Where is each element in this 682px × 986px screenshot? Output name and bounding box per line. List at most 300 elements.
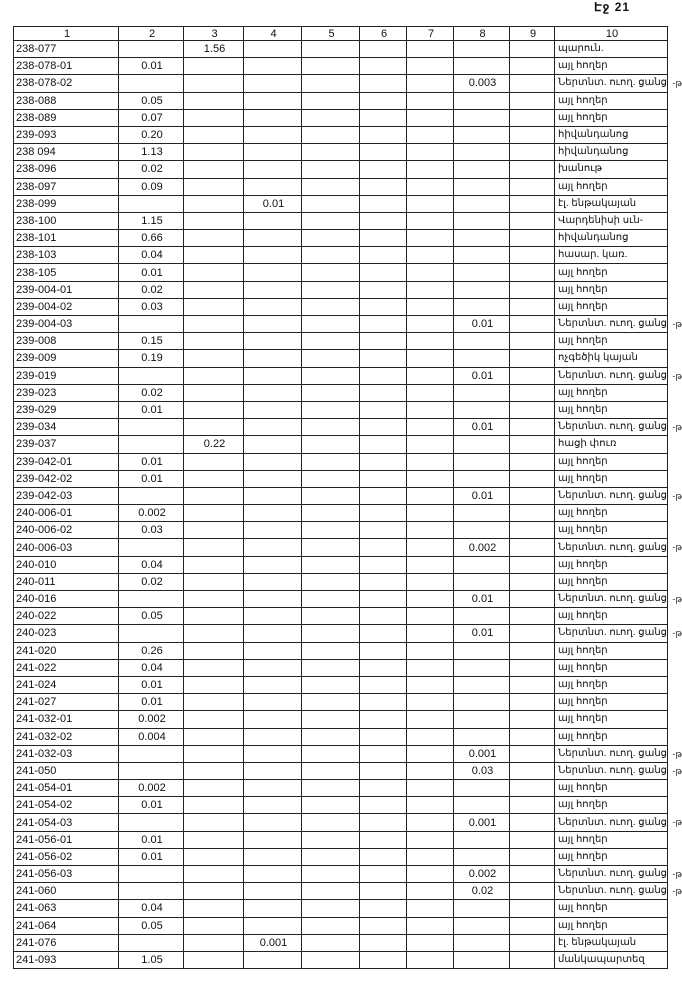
area-col-2	[119, 745, 184, 762]
area-col-6	[360, 676, 407, 693]
col-header: 2	[119, 27, 184, 41]
land-use-label: այլ հողեր	[558, 404, 608, 416]
area-col-6	[360, 367, 407, 384]
area-col-8	[454, 505, 510, 522]
table-row	[14, 264, 668, 281]
area-col-8: 0.01	[454, 316, 510, 333]
area-col-2	[119, 934, 184, 951]
land-use	[555, 642, 668, 659]
area-col-8	[454, 711, 510, 728]
area-col-3	[184, 951, 244, 968]
area-col-9	[510, 728, 555, 745]
area-col-2	[119, 814, 184, 831]
parcel-code: 241-027	[14, 694, 119, 711]
land-use-label: Ներտնտ. ուող. ցանց	[558, 593, 667, 605]
area-col-3	[184, 866, 244, 883]
area-col-2: 0.01	[119, 831, 184, 848]
area-col-3	[184, 419, 244, 436]
area-col-8	[454, 178, 510, 195]
margin-mark: -թ	[672, 490, 682, 501]
land-use	[555, 625, 682, 642]
area-col-3	[184, 212, 244, 229]
margin-mark: -թ	[672, 628, 682, 639]
area-col-6	[360, 298, 407, 315]
parcel-code: 239-042-03	[14, 487, 119, 504]
area-col-2: 0.01	[119, 797, 184, 814]
area-col-4	[244, 109, 302, 126]
area-col-8	[454, 797, 510, 814]
table-row	[14, 41, 668, 58]
area-col-9	[510, 144, 555, 161]
page-number: Էջ 21	[594, 0, 631, 14]
area-col-7	[407, 694, 454, 711]
area-col-9	[510, 333, 555, 350]
parcel-code: 241-060	[14, 883, 119, 900]
land-use	[555, 659, 668, 676]
area-col-6	[360, 591, 407, 608]
parcel-code: 239-004-03	[14, 316, 119, 333]
area-col-4	[244, 505, 302, 522]
area-col-7	[407, 401, 454, 418]
area-col-9	[510, 814, 555, 831]
area-col-5	[302, 676, 360, 693]
table-row	[14, 797, 668, 814]
land-use-label: Ներտնտ. ուող. ցանց	[558, 541, 667, 553]
area-col-5	[302, 144, 360, 161]
parcel-code: 238-077	[14, 41, 119, 58]
area-col-9	[510, 608, 555, 625]
area-col-3	[184, 934, 244, 951]
area-col-2: 0.02	[119, 161, 184, 178]
area-col-7	[407, 522, 454, 539]
area-col-9	[510, 848, 555, 865]
land-use	[555, 247, 668, 264]
area-col-6	[360, 144, 407, 161]
table-row	[14, 281, 668, 298]
area-col-6	[360, 556, 407, 573]
land-use	[555, 281, 668, 298]
parcel-code: 239-009	[14, 350, 119, 367]
parcel-code: 241-054-01	[14, 780, 119, 797]
area-col-3	[184, 762, 244, 779]
land-use-label: Ներտնտ. ուող. ցանց	[558, 627, 667, 639]
table-row	[14, 230, 668, 247]
area-col-9	[510, 831, 555, 848]
area-col-7	[407, 762, 454, 779]
area-col-2	[119, 195, 184, 212]
area-col-2	[119, 41, 184, 58]
area-col-5	[302, 814, 360, 831]
land-use-label: Ներտնտ. ուող. ցանց	[558, 816, 667, 828]
table-row	[14, 316, 668, 333]
land-use-label: այլ հողեր	[558, 300, 608, 312]
area-col-2: 0.002	[119, 711, 184, 728]
area-col-4	[244, 642, 302, 659]
area-col-9	[510, 178, 555, 195]
area-col-2	[119, 436, 184, 453]
land-use-label: այլ հողեր	[558, 782, 608, 794]
area-col-9	[510, 487, 555, 504]
area-col-8: 0.01	[454, 591, 510, 608]
area-col-2: 0.04	[119, 659, 184, 676]
parcel-code: 241-032-01	[14, 711, 119, 728]
land-use	[555, 92, 668, 109]
area-col-4	[244, 831, 302, 848]
area-col-3	[184, 797, 244, 814]
area-col-5	[302, 711, 360, 728]
area-col-4	[244, 419, 302, 436]
area-col-5	[302, 161, 360, 178]
area-col-5	[302, 212, 360, 229]
area-col-9	[510, 247, 555, 264]
land-use	[555, 831, 668, 848]
table-row	[14, 161, 668, 178]
area-col-9	[510, 281, 555, 298]
area-col-5	[302, 178, 360, 195]
area-col-7	[407, 212, 454, 229]
area-col-9	[510, 436, 555, 453]
area-col-5	[302, 762, 360, 779]
area-col-5	[302, 419, 360, 436]
land-use	[555, 264, 668, 281]
table-row	[14, 917, 668, 934]
area-col-4	[244, 384, 302, 401]
area-col-8	[454, 917, 510, 934]
table-row	[14, 212, 668, 229]
area-col-8: 0.01	[454, 419, 510, 436]
area-col-2: 0.05	[119, 608, 184, 625]
land-use	[555, 419, 682, 436]
area-col-9	[510, 780, 555, 797]
table-row	[14, 711, 668, 728]
table-row	[14, 247, 668, 264]
land-use	[555, 780, 668, 797]
margin-mark: -թ	[672, 869, 682, 879]
land-use-label: Ներտնտ. ուող. ցանց	[558, 764, 667, 776]
area-col-3	[184, 573, 244, 590]
area-col-2: 0.05	[119, 92, 184, 109]
area-col-5	[302, 745, 360, 762]
area-col-5	[302, 470, 360, 487]
land-use	[555, 522, 668, 539]
area-col-4	[244, 556, 302, 573]
land-use	[555, 797, 668, 814]
land-use-label: այլ հողեր	[558, 902, 608, 914]
land-use	[555, 401, 668, 418]
area-col-5	[302, 573, 360, 590]
area-col-3	[184, 195, 244, 212]
area-col-3	[184, 178, 244, 195]
area-col-6	[360, 745, 407, 762]
margin-mark: -թ	[672, 817, 682, 828]
area-col-6	[360, 711, 407, 728]
land-use-label: այլ հողեր	[558, 455, 608, 467]
area-col-3	[184, 745, 244, 762]
area-col-6	[360, 814, 407, 831]
area-col-3	[184, 711, 244, 728]
area-col-8	[454, 453, 510, 470]
parcel-code: 241-054-03	[14, 814, 119, 831]
area-col-7	[407, 58, 454, 75]
table-row	[14, 951, 668, 968]
area-col-4	[244, 728, 302, 745]
land-use	[555, 539, 682, 556]
area-col-8	[454, 333, 510, 350]
parcel-code: 238-100	[14, 212, 119, 229]
land-use	[555, 298, 668, 315]
table-row	[14, 900, 668, 917]
area-col-5	[302, 195, 360, 212]
area-col-2: 0.01	[119, 401, 184, 418]
area-col-8	[454, 92, 510, 109]
area-col-3	[184, 264, 244, 281]
land-use-label: այլ հողեր	[558, 180, 608, 192]
area-col-7	[407, 591, 454, 608]
area-col-4	[244, 797, 302, 814]
area-col-2: 0.02	[119, 384, 184, 401]
area-col-6	[360, 92, 407, 109]
area-col-4	[244, 75, 302, 92]
area-col-3	[184, 883, 244, 900]
parcel-code: 238-101	[14, 230, 119, 247]
area-col-7	[407, 883, 454, 900]
area-col-8	[454, 212, 510, 229]
area-col-8: 0.02	[454, 883, 510, 900]
area-col-5	[302, 780, 360, 797]
table-row	[14, 419, 668, 436]
area-col-9	[510, 539, 555, 556]
area-col-8	[454, 951, 510, 968]
area-col-8: 0.01	[454, 367, 510, 384]
area-col-7	[407, 384, 454, 401]
area-col-9	[510, 126, 555, 143]
area-col-5	[302, 333, 360, 350]
area-col-9	[510, 470, 555, 487]
land-use-label: այլ հողեր	[558, 575, 608, 587]
parcel-code: 239-042-01	[14, 453, 119, 470]
area-col-2	[119, 762, 184, 779]
area-col-3	[184, 298, 244, 315]
land-use	[555, 762, 682, 779]
area-col-5	[302, 591, 360, 608]
land-use	[555, 126, 668, 143]
parcel-code: 241-064	[14, 917, 119, 934]
area-col-2: 0.01	[119, 676, 184, 693]
area-col-3	[184, 728, 244, 745]
area-col-5	[302, 951, 360, 968]
table-row	[14, 608, 668, 625]
area-col-2: 1.05	[119, 951, 184, 968]
area-col-4	[244, 401, 302, 418]
area-col-3	[184, 591, 244, 608]
area-col-7	[407, 436, 454, 453]
land-use-label: Վարդենիսի սւն-	[558, 214, 644, 226]
area-col-8	[454, 281, 510, 298]
area-col-9	[510, 883, 555, 900]
area-col-4: 0.001	[244, 934, 302, 951]
area-col-5	[302, 58, 360, 75]
area-col-3	[184, 522, 244, 539]
area-col-8	[454, 573, 510, 590]
land-use	[555, 212, 668, 229]
area-col-5	[302, 797, 360, 814]
area-col-2: 0.04	[119, 900, 184, 917]
area-col-5	[302, 264, 360, 281]
area-col-7	[407, 453, 454, 470]
table-row	[14, 126, 668, 143]
area-col-2: 0.03	[119, 298, 184, 315]
table-row	[14, 367, 668, 384]
parcel-code: 241-056-01	[14, 831, 119, 848]
margin-mark: -թ	[672, 370, 682, 381]
area-col-4	[244, 591, 302, 608]
land-use-label: այլ հողեր	[558, 266, 608, 278]
area-col-7	[407, 539, 454, 556]
area-col-7	[407, 676, 454, 693]
area-col-7	[407, 814, 454, 831]
area-col-9	[510, 625, 555, 642]
area-col-2	[119, 419, 184, 436]
area-col-4	[244, 573, 302, 590]
area-col-6	[360, 470, 407, 487]
area-col-6	[360, 608, 407, 625]
land-use	[555, 505, 668, 522]
area-col-6	[360, 384, 407, 401]
area-col-3	[184, 92, 244, 109]
area-col-8: 0.03	[454, 762, 510, 779]
parcel-code: 239-023	[14, 384, 119, 401]
land-use-label: Ներտնտ. ուող. ցանց	[558, 318, 667, 330]
land-use	[555, 195, 668, 212]
area-col-8	[454, 831, 510, 848]
area-col-8	[454, 109, 510, 126]
table-row	[14, 745, 668, 762]
area-col-6	[360, 401, 407, 418]
area-col-7	[407, 333, 454, 350]
parcel-code: 239-004-01	[14, 281, 119, 298]
area-col-4: 0.01	[244, 195, 302, 212]
area-col-9	[510, 591, 555, 608]
land-use-label: այլ հողեր	[558, 94, 608, 106]
parcel-code: 238 094	[14, 144, 119, 161]
parcel-code: 240-011	[14, 573, 119, 590]
area-col-8: 0.001	[454, 745, 510, 762]
area-col-6	[360, 728, 407, 745]
area-col-9	[510, 41, 555, 58]
area-col-5	[302, 625, 360, 642]
area-col-6	[360, 419, 407, 436]
land-use	[555, 934, 668, 951]
area-col-8	[454, 642, 510, 659]
area-col-6	[360, 453, 407, 470]
area-col-7	[407, 934, 454, 951]
area-col-3: 1.56	[184, 41, 244, 58]
parcel-code: 241-032-03	[14, 745, 119, 762]
parcel-code: 239-034	[14, 419, 119, 436]
area-col-2	[119, 487, 184, 504]
area-col-5	[302, 367, 360, 384]
table-row	[14, 848, 668, 865]
table-row	[14, 350, 668, 367]
parcel-code: 241-032-02	[14, 728, 119, 745]
table-row	[14, 694, 668, 711]
parcel-code: 241-063	[14, 900, 119, 917]
area-col-5	[302, 917, 360, 934]
area-col-8	[454, 384, 510, 401]
area-col-2: 0.02	[119, 573, 184, 590]
area-col-4	[244, 951, 302, 968]
land-use	[555, 711, 668, 728]
area-col-5	[302, 92, 360, 109]
table-row	[14, 195, 668, 212]
area-col-2: 0.004	[119, 728, 184, 745]
area-col-4	[244, 676, 302, 693]
area-col-9	[510, 212, 555, 229]
area-col-9	[510, 384, 555, 401]
area-col-7	[407, 831, 454, 848]
margin-mark: -թ	[672, 594, 682, 604]
area-col-9	[510, 711, 555, 728]
area-col-6	[360, 522, 407, 539]
area-col-7	[407, 625, 454, 642]
area-col-5	[302, 401, 360, 418]
area-col-7	[407, 367, 454, 384]
area-col-6	[360, 797, 407, 814]
land-use	[555, 573, 668, 590]
table-row	[14, 780, 668, 797]
area-col-8	[454, 58, 510, 75]
area-col-3	[184, 367, 244, 384]
area-col-4	[244, 745, 302, 762]
area-col-4	[244, 917, 302, 934]
area-col-3	[184, 848, 244, 865]
land-use-label: հացի փուռ	[558, 438, 617, 450]
area-col-7	[407, 642, 454, 659]
parcel-code: 238-099	[14, 195, 119, 212]
area-col-6	[360, 41, 407, 58]
parcel-code: 240-016	[14, 591, 119, 608]
area-col-2: 0.02	[119, 281, 184, 298]
area-col-5	[302, 41, 360, 58]
area-col-9	[510, 75, 555, 92]
area-col-5	[302, 900, 360, 917]
area-col-9	[510, 505, 555, 522]
parcel-code: 239-004-02	[14, 298, 119, 315]
area-col-7	[407, 470, 454, 487]
area-col-2: 0.20	[119, 126, 184, 143]
area-col-8	[454, 470, 510, 487]
area-col-4	[244, 487, 302, 504]
area-col-4	[244, 470, 302, 487]
area-col-4	[244, 333, 302, 350]
land-use-label: մանկապարտեզ	[558, 954, 645, 966]
area-col-6	[360, 436, 407, 453]
parcel-code: 238-103	[14, 247, 119, 264]
area-col-8	[454, 401, 510, 418]
parcel-code: 240-010	[14, 556, 119, 573]
area-col-7	[407, 92, 454, 109]
parcel-code: 238-078-01	[14, 58, 119, 75]
area-col-8: 0.01	[454, 625, 510, 642]
land-use-label: այլ հողեր	[558, 850, 608, 862]
area-col-7	[407, 178, 454, 195]
area-col-7	[407, 316, 454, 333]
area-col-2: 0.01	[119, 453, 184, 470]
area-col-4	[244, 883, 302, 900]
area-col-8	[454, 848, 510, 865]
area-col-5	[302, 281, 360, 298]
area-col-9	[510, 866, 555, 883]
